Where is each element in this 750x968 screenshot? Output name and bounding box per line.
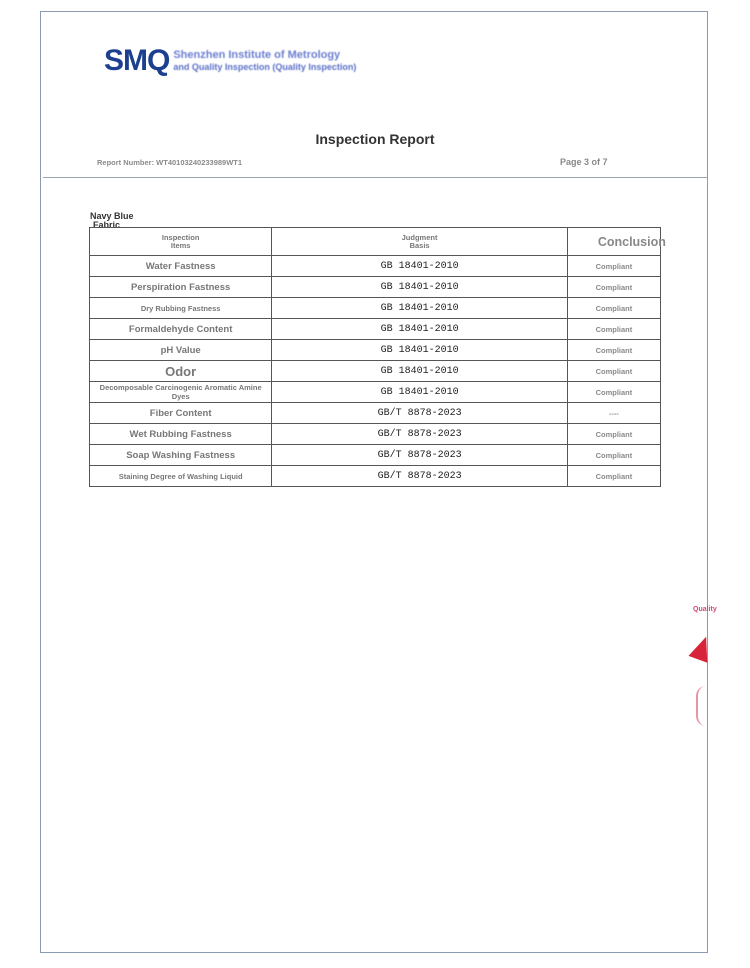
judgment-basis: GB/T 8878-2023 bbox=[272, 466, 568, 487]
judgment-basis: GB/T 8878-2023 bbox=[272, 403, 568, 424]
table-row bbox=[90, 424, 661, 445]
star-icon bbox=[688, 633, 715, 662]
conclusion: Compliant bbox=[567, 340, 660, 361]
stamp-text: Quality bbox=[693, 606, 717, 613]
page-number: Page 3 of 7 bbox=[560, 157, 608, 167]
inspection-table bbox=[89, 227, 666, 487]
conclusion: Compliant bbox=[567, 424, 660, 445]
logo-text bbox=[173, 49, 356, 73]
table-header-row bbox=[90, 228, 661, 256]
inspection-item: Staining Degree of Washing Liquid bbox=[90, 466, 272, 487]
header-basis-line-2: Basis bbox=[409, 240, 430, 250]
header-divider bbox=[43, 177, 708, 178]
judgment-basis: GB 18401-2010 bbox=[272, 256, 568, 277]
table-row bbox=[90, 277, 661, 298]
judgment-basis: GB 18401-2010 bbox=[272, 382, 568, 403]
inspection-item: Water Fastness bbox=[90, 256, 272, 277]
judgment-basis: GB 18401-2010 bbox=[272, 298, 568, 319]
conclusion: Compliant bbox=[567, 466, 660, 487]
report-number: Report Number: WT40103240233989WT1 bbox=[97, 158, 243, 167]
inspection-item: Odor bbox=[90, 361, 272, 382]
judgment-basis: GB 18401-2010 bbox=[272, 319, 568, 340]
conclusion: Compliant bbox=[567, 361, 660, 382]
logo-line-2: and Quality Inspection (Quality Inspection) bbox=[173, 62, 357, 72]
table-row bbox=[90, 340, 661, 361]
inspection-item: Formaldehyde Content bbox=[90, 319, 272, 340]
header-item-line-2: Items bbox=[170, 240, 191, 250]
conclusion: ---- bbox=[567, 403, 660, 424]
report-title: Inspection Report bbox=[315, 131, 435, 147]
conclusion: Compliant bbox=[567, 277, 660, 298]
conclusion: Compliant bbox=[567, 445, 660, 466]
table-row bbox=[90, 382, 661, 403]
logo-mark: SMQ bbox=[104, 44, 170, 77]
sample-line-1: Navy Blue bbox=[90, 211, 134, 221]
stamp-arc bbox=[696, 686, 712, 726]
judgment-basis: GB/T 8878-2023 bbox=[272, 445, 568, 466]
inspection-item: Perspiration Fastness bbox=[90, 277, 272, 298]
inspection-item: Dry Rubbing Fastness bbox=[90, 298, 272, 319]
sample-line-2: Fabric bbox=[93, 220, 121, 230]
logo-line-1: Shenzhen Institute of Metrology bbox=[173, 49, 341, 61]
inspection-item: Decomposable Carcinogenic Aromatic Amine Dyes bbox=[90, 382, 272, 403]
table-row bbox=[90, 256, 661, 277]
inspection-item: Fiber Content bbox=[90, 403, 272, 424]
inspection-stamp bbox=[690, 602, 717, 732]
header-judgment-basis bbox=[272, 228, 568, 256]
header-conclusion: Conclusion bbox=[567, 228, 660, 256]
inspection-item: Wet Rubbing Fastness bbox=[90, 424, 272, 445]
table-row bbox=[90, 298, 661, 319]
header-item-line-1: Inspection bbox=[161, 232, 200, 242]
judgment-basis: GB/T 8878-2023 bbox=[272, 424, 568, 445]
header-inspection-items bbox=[90, 228, 272, 256]
conclusion: Compliant bbox=[567, 319, 660, 340]
conclusion: Compliant bbox=[567, 382, 660, 403]
table-row bbox=[90, 319, 661, 340]
judgment-basis: GB 18401-2010 bbox=[272, 340, 568, 361]
judgment-basis: GB 18401-2010 bbox=[272, 361, 568, 382]
judgment-basis: GB 18401-2010 bbox=[272, 277, 568, 298]
inspection-item: pH Value bbox=[90, 340, 272, 361]
header-basis-line-1: Judgment bbox=[401, 232, 438, 242]
conclusion: Compliant bbox=[567, 298, 660, 319]
conclusion: Compliant bbox=[567, 256, 660, 277]
smq-logo bbox=[104, 44, 356, 78]
table-row bbox=[90, 445, 661, 466]
table-row bbox=[90, 403, 661, 424]
table-row bbox=[90, 361, 661, 382]
table-row bbox=[90, 466, 661, 487]
inspection-item: Soap Washing Fastness bbox=[90, 445, 272, 466]
